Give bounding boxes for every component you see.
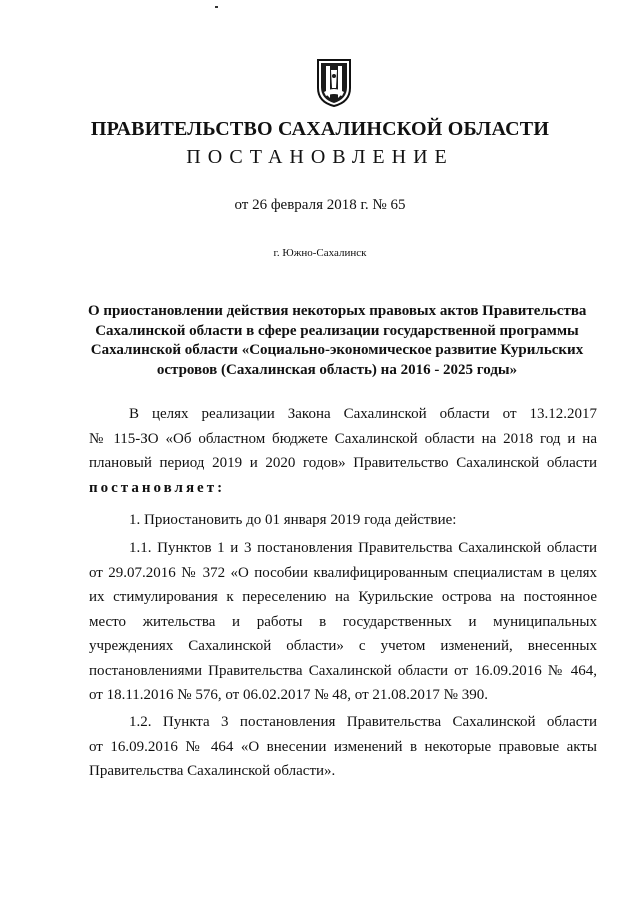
text-line: от 16.09.2016 № 464 «О внесении изменений в некоторые правовые акты: [89, 738, 597, 755]
resolves-word-text: постановляет:: [89, 479, 226, 496]
resolves-word: [89, 476, 597, 501]
text-line: 1.2. Пункта 3 постановления Правительства Сахалинской области: [129, 714, 597, 730]
text-line: 1.1. Пунктов 1 и 3 постановления Правительства Сахалинской области: [129, 540, 597, 556]
text-line: от 29.07.2016 № 372 «О пособии квалифицированным специалистам в целях: [89, 564, 597, 581]
item-1-paragraph: [89, 508, 597, 533]
organization-title: ПРАВИТЕЛЬСТВО САХАЛИНСКОЙ ОБЛАСТИ: [90, 118, 550, 140]
text-line: место жительства и работы в государственных и муниципальных: [89, 613, 597, 630]
text-line: № 115-ЗО «Об областном бюджете Сахалинской области на 2018 год и на: [89, 430, 597, 447]
subject-line: Сахалинской области в сфере реализации государственной программы: [95, 322, 579, 339]
document-city: г. Южно-Сахалинск: [273, 247, 367, 259]
subject-line: Сахалинской области «Социально-экономическое развитие Курильских: [90, 342, 584, 358]
document-subject: [88, 302, 586, 380]
text-line: их стимулирования к переселению на Курильские острова на постоянное: [89, 589, 597, 605]
item-1-1-paragraph: [89, 536, 597, 708]
text-line: Правительства Сахалинской области».: [89, 763, 336, 779]
document-type: ПОСТАНОВЛЕНИЕ: [186, 146, 454, 168]
subject-line: островов (Сахалинская область) на 2016 - 2025 годы»: [156, 361, 518, 378]
text-line: постановлениями Правительства Сахалинской области от 16.09.2016 № 464,: [89, 662, 597, 679]
text-line: В целях реализации Закона Сахалинской области от 13.12.2017: [129, 406, 597, 422]
sakhalin-coat-of-arms-icon: [316, 58, 352, 108]
document-date-number: от 26 февраля 2018 г. № 65: [234, 197, 406, 213]
coat-of-arms-graphic: [316, 58, 352, 108]
preamble-paragraph: [89, 402, 597, 500]
item-1-2-paragraph: [89, 710, 597, 784]
subject-line: О приостановлении действия некоторых правовых актов Правительства: [88, 303, 587, 319]
text-line: учреждениях Сахалинской области» с учетом изменений, внесенных: [89, 638, 597, 654]
text-line: от 18.11.2016 № 576, от 06.02.2017 № 48, от 21.08.2017 № 390.: [89, 687, 488, 703]
scan-speck: [215, 6, 218, 8]
text-line: плановый период 2019 и 2020 годов» Правительство Сахалинской области: [89, 455, 597, 471]
text-line: 1. Приостановить до 01 января 2019 года действие:: [129, 512, 457, 528]
